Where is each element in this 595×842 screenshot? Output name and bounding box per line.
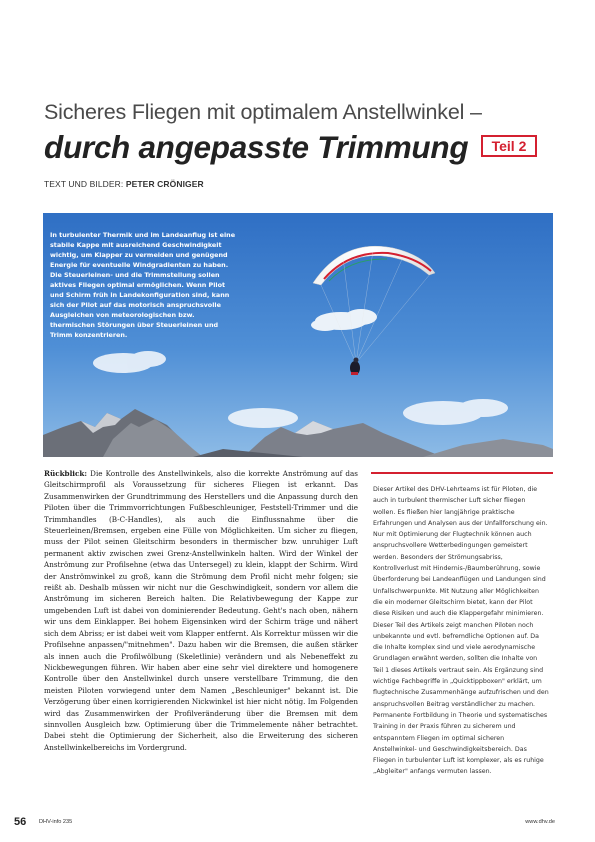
page-number: 56 (14, 816, 27, 828)
article-subtitle: Sicheres Fliegen mit optimalem Anstellwinkel – (44, 100, 482, 124)
byline (44, 179, 204, 189)
issue-label: DHV-info 235 (39, 819, 73, 825)
part-badge: Teil 2 (481, 135, 537, 157)
article-body (44, 468, 358, 753)
article-body-text: Die Kontrolle des Anstellwinkels, also die korrekte Anströmung auf das Gleitschirmprofil als Voraussetzung für sicheres Fliegen ist erkannt. Das Zusammenwirken der Grundtrimmung des Herstellers und die Anpassung durch den Piloten über die Trimmvorrichtungen Fußbeschleuniger, Feststell-Trimmer und die Trimmhandles (B-C-Handles), als auch die Einflussnahme über die Steuerleinen/Bremsen, ergeben eine Fülle von Möglichkeiten. Um sicher zu fliegen, muss der Pilot seinen Gleitschirm besonders in thermischer bzw. unruhiger Luft permanent aktiv zwischen zwei Grenz-Anstellwinkeln halten. Wird der Winkel der Anströmung zur Profilsehne (etwa das Untersegel) zu klein, klappt der Schirm. Wird der Anströmwinkel zu groß, kann die Strömung dem Profil nicht mehr folgen; sie reißt ab. Deshalb müssen wir nicht nur die Geschwindigkeit, sondern vor allem die Anströmung im sicheren Bereich halten. Die Relativbewegung der Kappe zur umgebenden Luft ist dabei von dominierender Bedeutung. Geht's nach oben, nähern wir uns dem Einklapper. Bei hohem Eigensinken wird der Schirm träge und nähert sich dem Abriss; er ist dabei weit vom Klapper entfernt. Als Korrektur müssen wir die Profilsehne anpassen/"mitnehmen". Dazu haben wir die Bremsen, die außen stärker als innen auch die Profilwölbung (Skeletlinie) verändern und als Nebeneffekt zu Nickbewegungen führen. Wir haben aber eine sehr viel direktere und homogenere Kontrolle über den Anstellwinkel durch unsere verstellbare Trimmung, die den meisten Piloten vorwiegend unter dem Namen „Beschleuniger" bekannt ist. Die Verzögerung über einen korrigierenden Nickwinkel ist hier nicht nötig. Im Folgenden wird das Zusammenwirken der Profilveränderung über die Bremsen mit dem sinnvollen Ausgleich bzw. Optimierung über die Trimmelemente näher betrachtet. Dabei steht die Optimierung der Sicherheit, also die Erweiterung des sicheren Anstellwinkelbereichs im Vordergrund. (44, 469, 358, 752)
article-title: durch angepasste Trimmung (44, 129, 469, 165)
photo-caption: In turbulenter Thermik und im Landeanflug ist eine stabile Kappe mit ausreichend Geschwindigkeit wichtig, um Klapper zu vermeiden und genügend Energie für eventuelle Windgradienten zu haben. Die Steuerleinen- und die Trimmstellung sollen aktives Fliegen optimal ermöglichen. Wenn Pilot und Schirm früh in Landekonfiguration sind, kann sich der Pilot auf das motorisch anspruchsvolle Ausgleichen von meteorologischen bzw. thermischen Störungen über Steuerleinen und Trimm konzentrieren. (50, 231, 236, 339)
article-lead: Rückblick: (44, 469, 88, 478)
sidebar-text: Dieser Artikel des DHV-Lehrteams ist für Piloten, die auch in turbulent thermischer Luft sicher fliegen wollen. Es fließen hier langjährige praktische Erfahrungen und Analysen aus der Unfallforschung ein. Nur mit Optimierung der Flugtechnik können auch anspruchsvollere Wetterbedingungen gemeistert werden. Besonders der Strömungsabriss, Kontrollverlust mit Hindernis-/Baumberührung, sowie Überforderung bei Landeanflügen und Landungen sind Unfallschwerpunkte. Mit Nutzung aller Möglichkeiten die ein moderner Gleitschirm bietet, kann der Pilot diese Risiken und auch die Klappergefahr minimieren. Dieser Teil des Artikels zeigt manchen Piloten noch unbekannte und evtl. befremdliche Optionen auf. Da die Inhalte komplex sind und viele aerodynamische Grundlagen erwähnt werden, sollten die Inhalte von Teil 1 dieses Artikels vertraut sein. Als Ergänzung sind wichtige Fachbegriffe in „Quicktippboxen" erklärt, um flugtechnische Zusammenhänge aufzufrischen und den anspruchsvollen Beitrag verständlicher zu machen. Permanente Fortbildung in Theorie und systematisches Training in der Praxis führen zu sicherem und entspanntem Fliegen im optimal sicheren Anstellwinkel- und Geschwindigkeitsbereich. Das Fliegen in turbulenter Luft ist komplexer, als es ruhige „Abgleiter" anfangs vermuten lassen. (373, 486, 549, 776)
byline-label: TEXT UND BILDER: (44, 179, 124, 189)
website-url[interactable]: www.dhv.de (525, 819, 555, 825)
byline-author: PETER CRÖNIGER (125, 179, 204, 189)
